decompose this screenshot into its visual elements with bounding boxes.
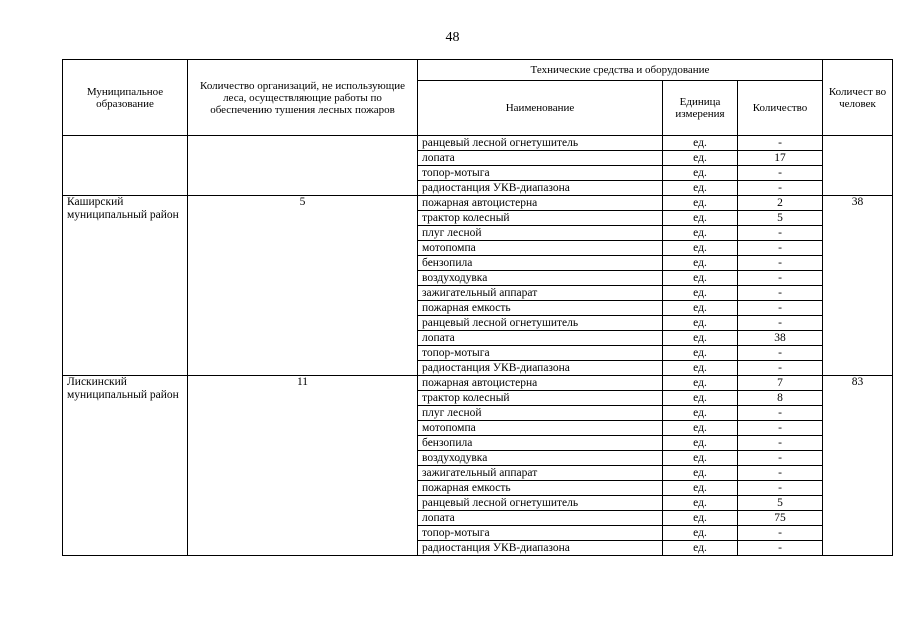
unit-cell: ед. [663, 436, 738, 451]
quantity-cell: - [738, 136, 823, 151]
unit-cell: ед. [663, 271, 738, 286]
equipment-name-cell: пожарная емкость [418, 481, 663, 496]
equipment-name-cell: плуг лесной [418, 406, 663, 421]
equipment-name-cell: плуг лесной [418, 226, 663, 241]
header-municipality: Муниципальное образование [63, 60, 188, 136]
unit-cell: ед. [663, 136, 738, 151]
unit-cell: ед. [663, 376, 738, 391]
quantity-cell: - [738, 451, 823, 466]
unit-cell: ед. [663, 256, 738, 271]
header-org-count: Количество организаций, не использующие леса, осуществляющие работы по обеспечению тушения лесных пожаров [188, 60, 418, 136]
quantity-cell: - [738, 271, 823, 286]
quantity-cell: 38 [738, 331, 823, 346]
unit-cell: ед. [663, 166, 738, 181]
unit-cell: ед. [663, 421, 738, 436]
equipment-name-cell: пожарная автоцистерна [418, 196, 663, 211]
quantity-cell: - [738, 466, 823, 481]
equipment-name-cell: пожарная автоцистерна [418, 376, 663, 391]
equipment-table [62, 59, 893, 556]
equipment-name-cell: пожарная емкость [418, 301, 663, 316]
equipment-name-cell: радиостанция УКВ-диапазона [418, 361, 663, 376]
equipment-name-cell: зажигательный аппарат [418, 286, 663, 301]
org-count-cell: 5 [188, 196, 418, 376]
org-count-cell [188, 136, 418, 196]
unit-cell: ед. [663, 286, 738, 301]
municipality-cell: Каширский муниципальный район [63, 196, 188, 376]
equipment-name-cell: мотопомпа [418, 241, 663, 256]
quantity-cell: 17 [738, 151, 823, 166]
equipment-name-cell: ранцевый лесной огнетушитель [418, 496, 663, 511]
equipment-name-cell: лопата [418, 331, 663, 346]
header-equipment-group: Технические средства и оборудование [418, 60, 823, 81]
table-row [63, 196, 893, 211]
quantity-cell: - [738, 181, 823, 196]
quantity-cell: 2 [738, 196, 823, 211]
unit-cell: ед. [663, 181, 738, 196]
unit-cell: ед. [663, 331, 738, 346]
equipment-name-cell: бензопила [418, 256, 663, 271]
equipment-name-cell: ранцевый лесной огнетушитель [418, 316, 663, 331]
header-name: Наименование [418, 81, 663, 136]
unit-cell: ед. [663, 241, 738, 256]
quantity-cell: - [738, 241, 823, 256]
equipment-name-cell: лопата [418, 151, 663, 166]
unit-cell: ед. [663, 226, 738, 241]
equipment-name-cell: радиостанция УКВ-диапазона [418, 541, 663, 556]
header-unit: Единица измерения [663, 81, 738, 136]
people-count-cell: 38 [823, 196, 893, 376]
equipment-name-cell: топор-мотыга [418, 346, 663, 361]
quantity-cell: - [738, 421, 823, 436]
municipality-cell [63, 136, 188, 196]
quantity-cell: - [738, 541, 823, 556]
quantity-cell: - [738, 286, 823, 301]
quantity-cell: - [738, 436, 823, 451]
equipment-name-cell: зажигательный аппарат [418, 466, 663, 481]
equipment-name-cell: топор-мотыга [418, 526, 663, 541]
table-header [63, 60, 893, 136]
equipment-name-cell: трактор колесный [418, 211, 663, 226]
quantity-cell: - [738, 406, 823, 421]
quantity-cell: - [738, 526, 823, 541]
quantity-cell: - [738, 301, 823, 316]
header-quantity: Количество [738, 81, 823, 136]
table-row [63, 136, 893, 151]
quantity-cell: 8 [738, 391, 823, 406]
unit-cell: ед. [663, 466, 738, 481]
quantity-cell: 75 [738, 511, 823, 526]
unit-cell: ед. [663, 151, 738, 166]
quantity-cell: - [738, 256, 823, 271]
unit-cell: ед. [663, 316, 738, 331]
equipment-name-cell: лопата [418, 511, 663, 526]
equipment-name-cell: воздуходувка [418, 271, 663, 286]
quantity-cell: 5 [738, 211, 823, 226]
equipment-name-cell: воздуходувка [418, 451, 663, 466]
unit-cell: ед. [663, 211, 738, 226]
quantity-cell: - [738, 361, 823, 376]
table-row [63, 376, 893, 391]
unit-cell: ед. [663, 526, 738, 541]
equipment-name-cell: мотопомпа [418, 421, 663, 436]
equipment-name-cell: радиостанция УКВ-диапазона [418, 181, 663, 196]
people-count-cell [823, 136, 893, 196]
unit-cell: ед. [663, 196, 738, 211]
equipment-name-cell: топор-мотыга [418, 166, 663, 181]
unit-cell: ед. [663, 511, 738, 526]
unit-cell: ед. [663, 481, 738, 496]
quantity-cell: 5 [738, 496, 823, 511]
quantity-cell: - [738, 316, 823, 331]
quantity-cell: - [738, 166, 823, 181]
header-people: Количест во человек [823, 60, 893, 136]
unit-cell: ед. [663, 406, 738, 421]
unit-cell: ед. [663, 451, 738, 466]
unit-cell: ед. [663, 541, 738, 556]
municipality-cell: Лискинский муниципальный район [63, 376, 188, 556]
org-count-cell: 11 [188, 376, 418, 556]
unit-cell: ед. [663, 346, 738, 361]
quantity-cell: - [738, 346, 823, 361]
quantity-cell: 7 [738, 376, 823, 391]
unit-cell: ед. [663, 301, 738, 316]
equipment-name-cell: ранцевый лесной огнетушитель [418, 136, 663, 151]
equipment-name-cell: бензопила [418, 436, 663, 451]
people-count-cell: 83 [823, 376, 893, 556]
page-number: 48 [445, 30, 460, 45]
quantity-cell: - [738, 481, 823, 496]
quantity-cell: - [738, 226, 823, 241]
table-body [63, 136, 893, 556]
equipment-name-cell: трактор колесный [418, 391, 663, 406]
unit-cell: ед. [663, 391, 738, 406]
unit-cell: ед. [663, 496, 738, 511]
unit-cell: ед. [663, 361, 738, 376]
